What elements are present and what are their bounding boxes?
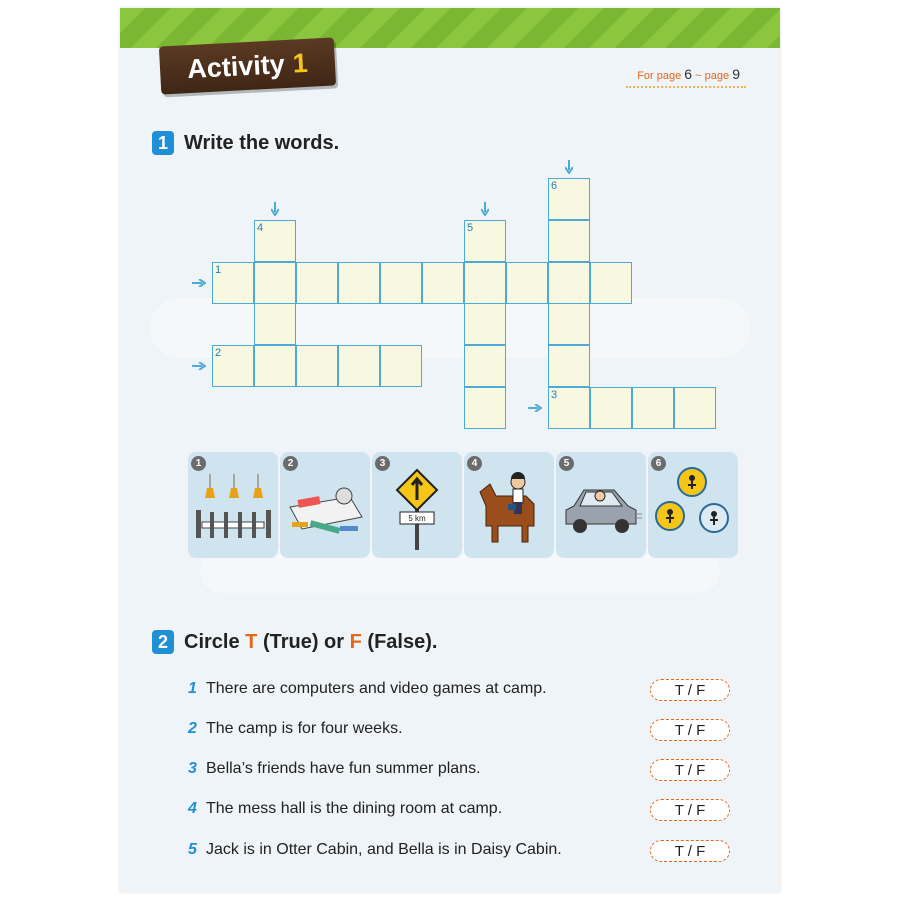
crossword-cell[interactable] (464, 303, 506, 345)
true-false-choice[interactable]: T / F (650, 799, 730, 821)
crossword-cell[interactable] (338, 262, 380, 304)
crossword-cell[interactable]: 2 (212, 345, 254, 387)
picture-card: 3 5 km (372, 452, 462, 558)
statement: 1 There are computers and video games at camp. (188, 680, 547, 697)
crossword-cell[interactable]: 1 (212, 262, 254, 304)
section2-heading (152, 630, 437, 654)
statement: 4 The mess hall is the dining room at camp. (188, 800, 503, 817)
arrow-right-icon (192, 279, 206, 287)
arrow-down-icon (565, 160, 573, 174)
svg-text:5 km: 5 km (408, 514, 426, 523)
section1-heading (152, 131, 339, 155)
crossword-cell[interactable] (464, 262, 506, 304)
picture-card: 4 (464, 452, 554, 558)
page-reference: For page 6 ~ page 9 (637, 66, 740, 82)
true-false-choice[interactable]: T / F (650, 840, 730, 862)
statement: 3 Bella’s friends have fun summer plans. (188, 760, 481, 777)
crossword-cell[interactable]: 3 (548, 387, 590, 429)
statement: 2 The camp is for four weeks. (188, 720, 403, 737)
green-banner (120, 8, 780, 48)
crossword-cell[interactable] (590, 262, 632, 304)
section-number-badge: 2 (152, 630, 174, 654)
picture-clues (188, 452, 736, 559)
picture-card: 1 (188, 452, 278, 558)
crossword-cell[interactable] (254, 345, 296, 387)
crossword-cell[interactable]: 6 (548, 178, 590, 220)
crossword-cell[interactable] (506, 262, 548, 304)
statement: 5 Jack is in Otter Cabin, and Bella is in Daisy Cabin. (188, 841, 562, 858)
crossword-cell[interactable] (254, 303, 296, 345)
section-title: Circle T (True) or F (False). (184, 630, 438, 653)
arrow-right-icon (192, 362, 206, 370)
crossword-cell[interactable] (548, 303, 590, 345)
crossword-cell[interactable] (674, 387, 716, 429)
crossword-cell[interactable] (590, 387, 632, 429)
picture-card: 2 (280, 452, 370, 558)
crossword-cell[interactable] (338, 345, 380, 387)
divider (626, 86, 746, 88)
section-number-badge: 1 (152, 131, 174, 155)
crossword-cell[interactable] (548, 262, 590, 304)
crossword-cell[interactable] (464, 387, 506, 429)
activity-title: Activity 1 (159, 37, 336, 94)
true-false-choice[interactable]: T / F (650, 679, 730, 701)
crossword-cell[interactable]: 4 (254, 220, 296, 262)
crossword-cell[interactable] (254, 262, 296, 304)
arrow-right-icon (528, 404, 542, 412)
crossword-cell[interactable] (422, 262, 464, 304)
crossword-cell[interactable] (296, 345, 338, 387)
crossword-cell[interactable] (548, 345, 590, 387)
crossword-cell[interactable] (380, 345, 422, 387)
section-title: Write the words. (184, 131, 340, 154)
crossword-cell[interactable] (632, 387, 674, 429)
worksheet-page (120, 8, 780, 892)
crossword-cell[interactable] (548, 220, 590, 262)
crossword-cell[interactable] (380, 262, 422, 304)
true-false-choice[interactable]: T / F (650, 719, 730, 741)
picture-card: 5 (556, 452, 646, 558)
picture-card: 6 (648, 452, 738, 558)
true-false-choice[interactable]: T / F (650, 759, 730, 781)
crossword-cell[interactable] (464, 345, 506, 387)
crossword-cell[interactable]: 5 (464, 220, 506, 262)
arrow-down-icon (271, 202, 279, 216)
crossword-cell[interactable] (296, 262, 338, 304)
arrow-down-icon (481, 202, 489, 216)
